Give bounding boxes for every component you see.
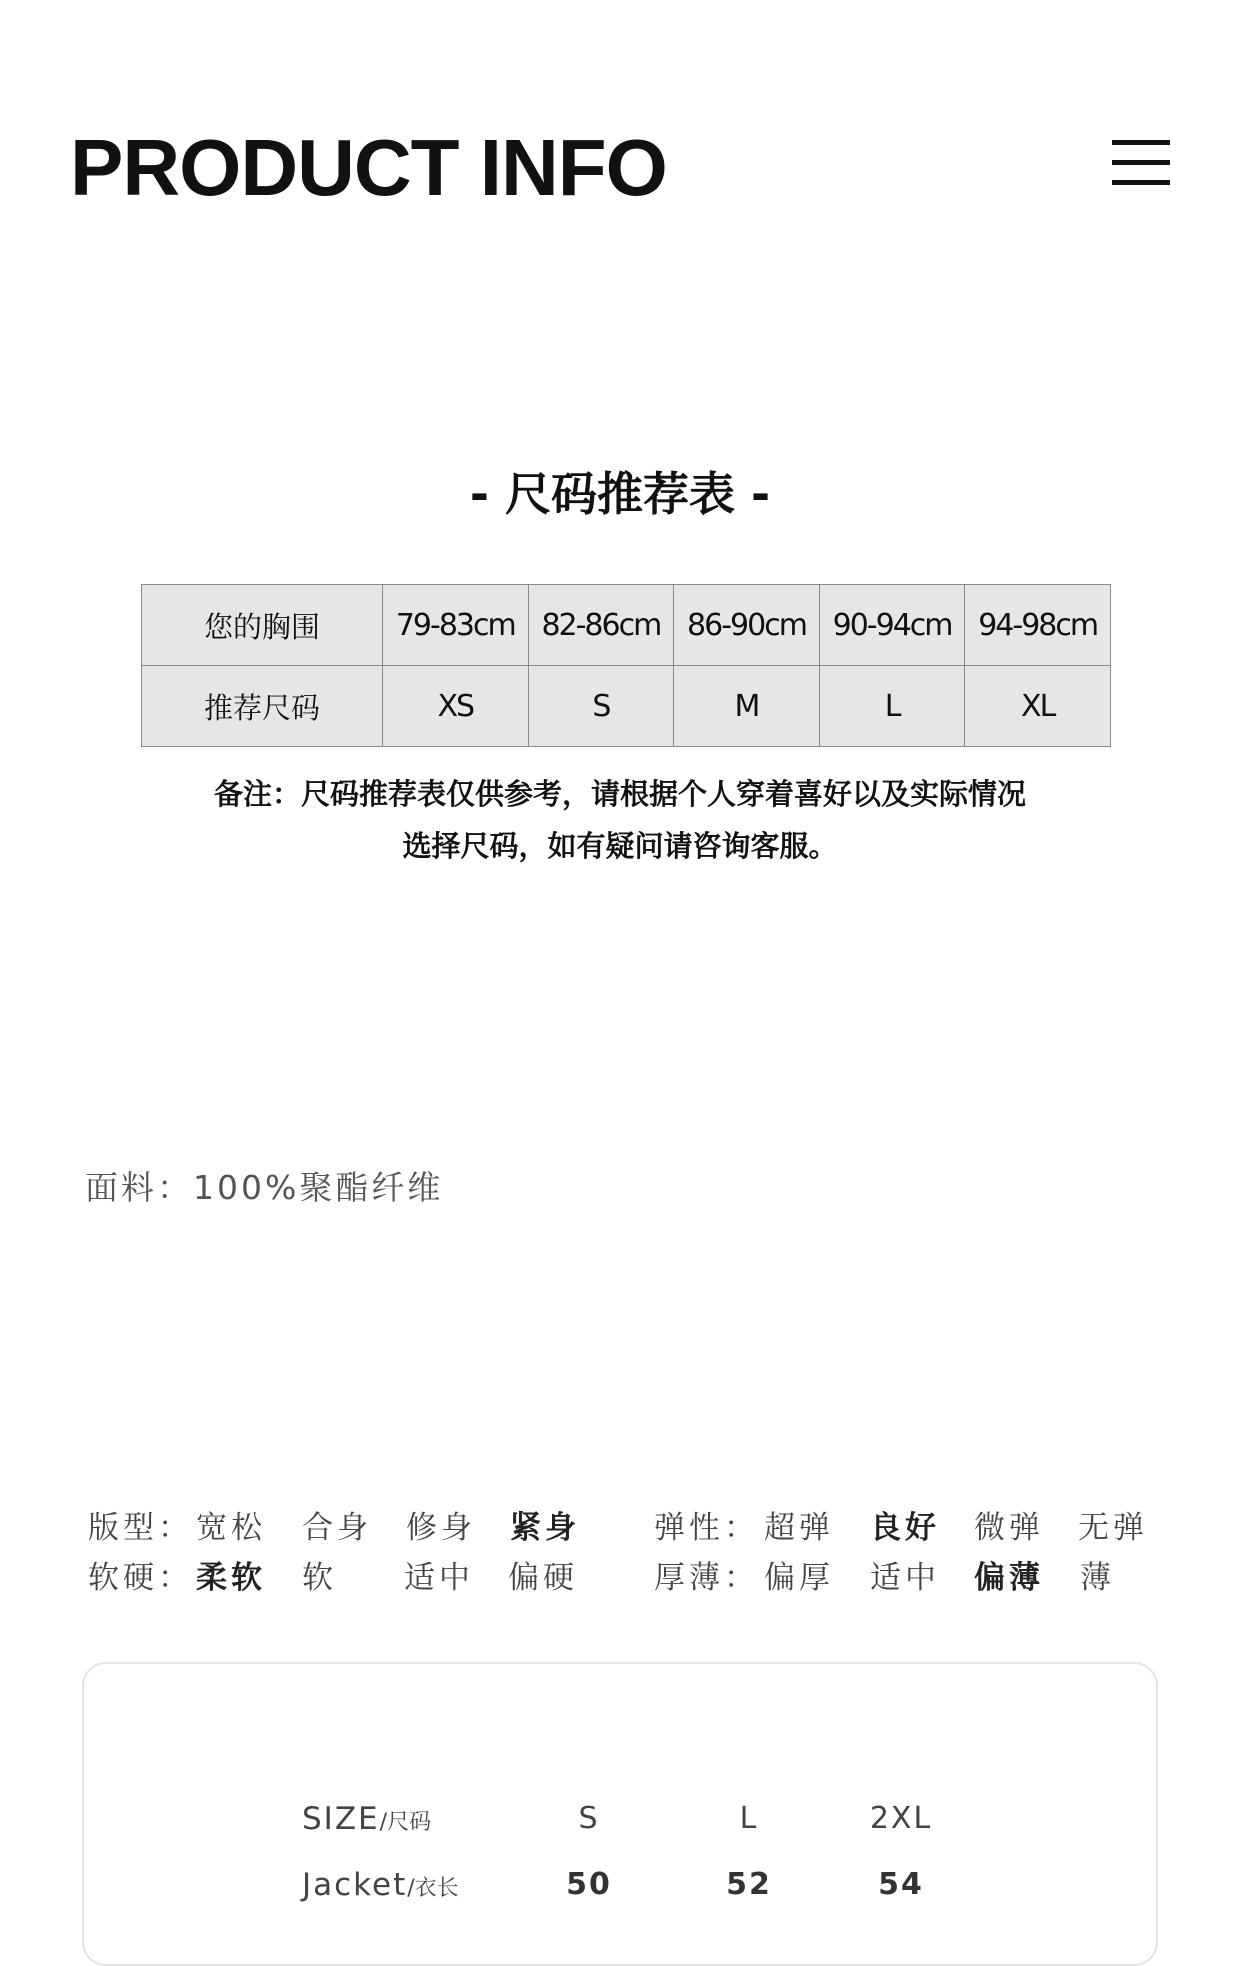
elasticity-label: 弹性： bbox=[654, 1510, 759, 1546]
length-row-label bbox=[302, 1860, 459, 1914]
note-line: 备注：尺码推荐表仅供参考，请根据个人穿着喜好以及实际情况 bbox=[213, 777, 1026, 811]
elasticity-option: 良好 bbox=[870, 1510, 940, 1546]
menu-bar bbox=[1112, 180, 1170, 185]
size-cell: 2XL bbox=[869, 1801, 933, 1836]
length-cell: 50 bbox=[566, 1867, 612, 1902]
elasticity-option: 超弹 bbox=[764, 1510, 834, 1546]
softness-option: 柔软 bbox=[196, 1560, 266, 1596]
row-header-bust: 您的胸围 bbox=[142, 585, 383, 666]
fit-option: 宽松 bbox=[196, 1510, 266, 1546]
page-header bbox=[70, 118, 1170, 218]
fit-option: 修身 bbox=[406, 1510, 476, 1546]
size-recommendation-table bbox=[141, 584, 1111, 747]
softness-option: 适中 bbox=[404, 1560, 474, 1596]
length-label-zh: /衣长 bbox=[407, 1876, 459, 1901]
note-line: 选择尺码，如有疑问请咨询客服。 bbox=[402, 829, 838, 863]
product-attributes bbox=[88, 1505, 1158, 1615]
size-row-label bbox=[302, 1794, 431, 1848]
size-header-row bbox=[302, 1794, 1002, 1844]
table-cell: 79-83cm bbox=[383, 585, 529, 666]
softness-option: 偏硬 bbox=[508, 1560, 578, 1596]
table-cell: 86-90cm bbox=[674, 585, 820, 666]
size-cell: S bbox=[578, 1801, 600, 1836]
table-cell: L bbox=[819, 666, 965, 747]
table-cell: XS bbox=[383, 666, 529, 747]
table-cell: 90-94cm bbox=[819, 585, 965, 666]
table-cell: XL bbox=[965, 666, 1111, 747]
measurement-card bbox=[82, 1662, 1158, 1966]
size-cell: L bbox=[739, 1801, 759, 1836]
thickness-label: 厚薄： bbox=[654, 1560, 759, 1596]
thickness-option: 偏厚 bbox=[764, 1560, 834, 1596]
thickness-option: 偏薄 bbox=[974, 1560, 1044, 1596]
length-cell: 52 bbox=[726, 1867, 772, 1902]
elasticity-option: 微弹 bbox=[974, 1510, 1044, 1546]
row-header-size: 推荐尺码 bbox=[142, 666, 383, 747]
table-row bbox=[142, 666, 1111, 747]
elasticity-option: 无弹 bbox=[1078, 1510, 1148, 1546]
table-cell: 94-98cm bbox=[965, 585, 1111, 666]
size-note bbox=[150, 768, 1090, 872]
menu-bar bbox=[1112, 160, 1170, 165]
hamburger-menu-icon[interactable] bbox=[1112, 140, 1170, 186]
size-chart-title: - 尺码推荐表 - bbox=[469, 467, 771, 521]
softness-option: 软 bbox=[302, 1560, 337, 1596]
length-label-en: Jacket bbox=[302, 1867, 408, 1903]
fabric-info: 面料：100%聚酯纤维 bbox=[85, 1168, 444, 1207]
softness-label: 软硬： bbox=[88, 1560, 193, 1596]
table-cell: 82-86cm bbox=[528, 585, 674, 666]
size-label-en: SIZE bbox=[302, 1801, 380, 1837]
length-row bbox=[302, 1860, 1002, 1910]
thickness-option: 薄 bbox=[1080, 1560, 1115, 1596]
size-label-zh: /尺码 bbox=[379, 1810, 432, 1835]
thickness-option: 适中 bbox=[870, 1560, 940, 1596]
fit-option: 合身 bbox=[302, 1510, 372, 1546]
table-cell: M bbox=[674, 666, 820, 747]
length-cell: 54 bbox=[878, 1867, 924, 1902]
page-title: PRODUCT INFO bbox=[70, 123, 667, 212]
table-row bbox=[142, 585, 1111, 666]
menu-bar bbox=[1112, 140, 1170, 145]
table-cell: S bbox=[528, 666, 674, 747]
fit-option: 紧身 bbox=[510, 1510, 580, 1546]
fit-label: 版型： bbox=[88, 1510, 193, 1546]
